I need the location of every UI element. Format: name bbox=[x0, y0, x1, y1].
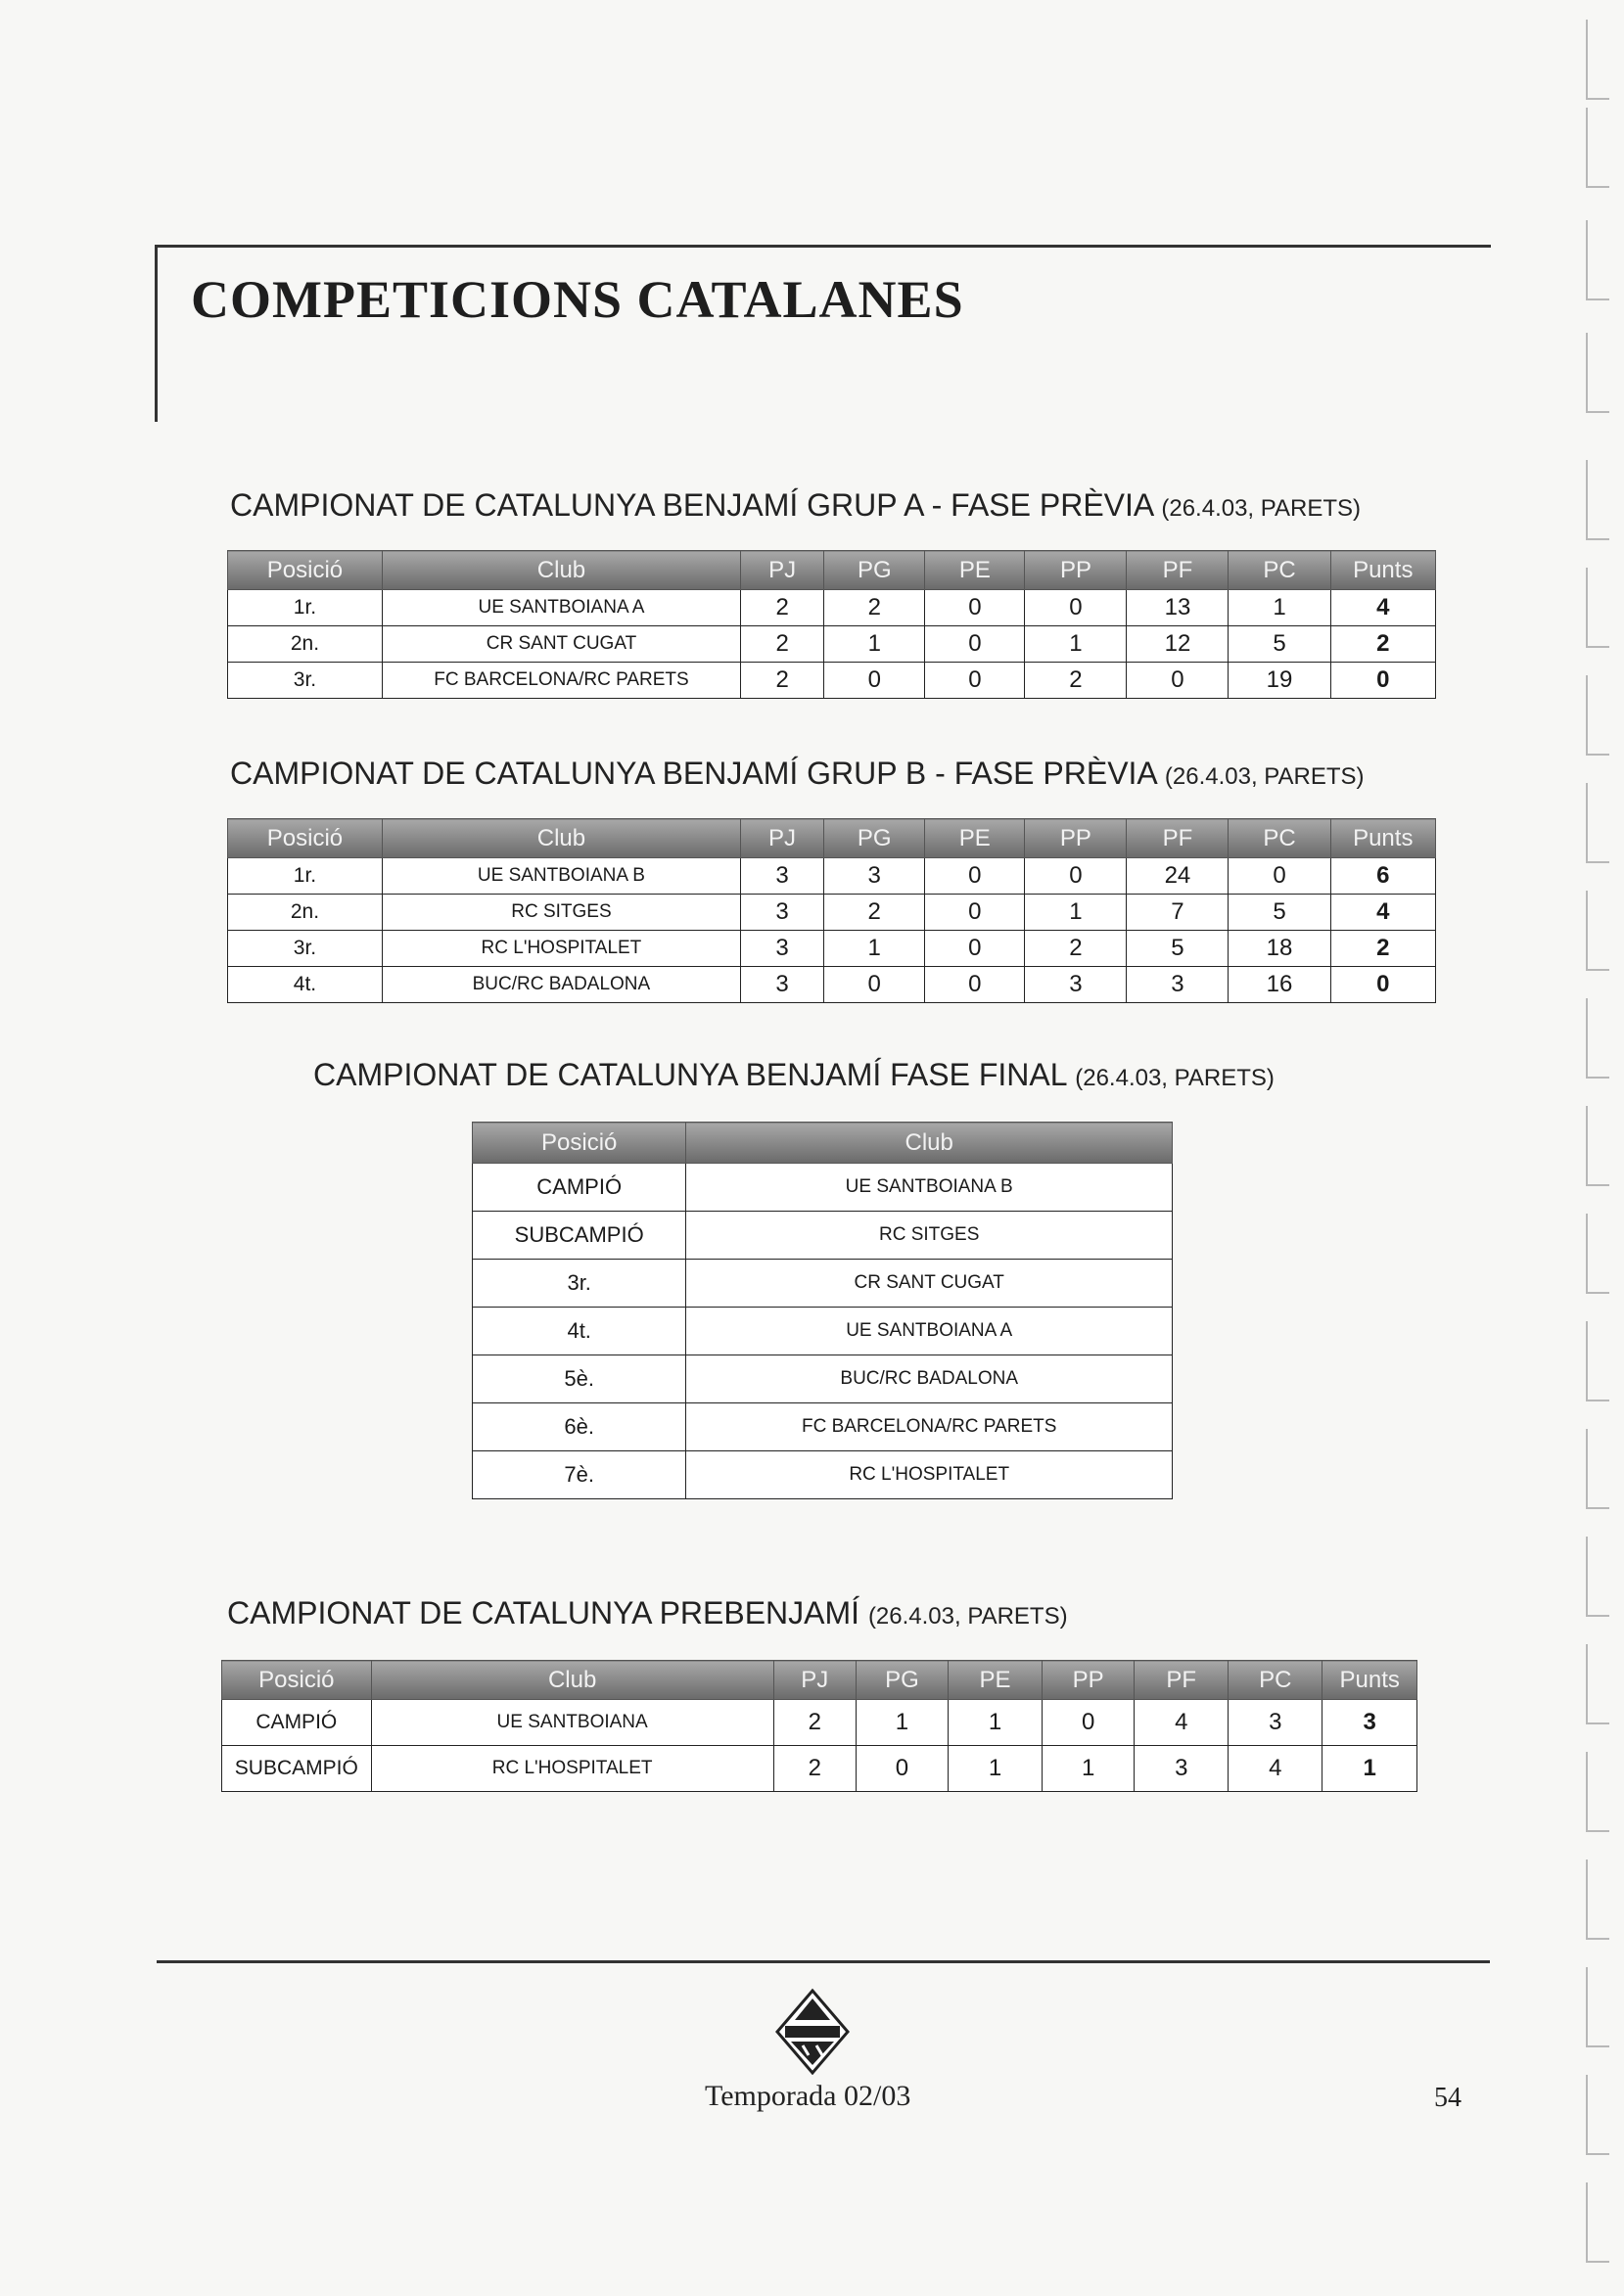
cell-pf: 12 bbox=[1127, 626, 1229, 663]
cell-pc: 5 bbox=[1229, 626, 1330, 663]
cell-pg: 1 bbox=[856, 1700, 948, 1746]
cell-pf: 13 bbox=[1127, 590, 1229, 626]
cell-pp: 2 bbox=[1025, 663, 1127, 699]
footer-season: Temporada 02/03 bbox=[705, 2080, 911, 2112]
header-pg: PG bbox=[824, 551, 925, 590]
cell-pp: 2 bbox=[1025, 931, 1127, 967]
binder-edge-marks bbox=[1576, 0, 1615, 2296]
cell-pc: 18 bbox=[1229, 931, 1330, 967]
page-number: 54 bbox=[1434, 2083, 1462, 2113]
cell-pc: 19 bbox=[1229, 663, 1330, 699]
table-row bbox=[473, 1355, 1173, 1403]
section-title-fase-final bbox=[313, 1057, 1275, 1093]
cell-club: UE SANTBOIANA B bbox=[382, 858, 740, 895]
cell-pe: 1 bbox=[949, 1700, 1043, 1746]
header-pe: PE bbox=[949, 1661, 1043, 1700]
cell-club: BUC/RC BADALONA bbox=[382, 967, 740, 1003]
header-pf: PF bbox=[1135, 1661, 1229, 1700]
cell-pg: 2 bbox=[824, 895, 925, 931]
header-club: Club bbox=[371, 1661, 773, 1700]
cell-punts: 2 bbox=[1330, 626, 1435, 663]
header-pc: PC bbox=[1229, 551, 1330, 590]
cell-pos: SUBCAMPIÓ bbox=[473, 1212, 686, 1260]
header-posicio: Posició bbox=[222, 1661, 372, 1700]
cell-pf: 7 bbox=[1127, 895, 1229, 931]
header-pf: PF bbox=[1127, 819, 1229, 858]
cell-pc: 3 bbox=[1229, 1700, 1322, 1746]
table-row bbox=[228, 895, 1436, 931]
cell-pf: 5 bbox=[1127, 931, 1229, 967]
section-title-text: CAMPIONAT DE CATALUNYA BENJAMÍ FASE FINAL bbox=[313, 1057, 1067, 1092]
cell-club: RC L'HOSPITALET bbox=[371, 1746, 773, 1792]
cell-pf: 24 bbox=[1127, 858, 1229, 895]
cell-pg: 1 bbox=[824, 626, 925, 663]
standings-table-prebenjami bbox=[221, 1660, 1417, 1792]
table-row bbox=[473, 1403, 1173, 1451]
cell-punts: 4 bbox=[1330, 895, 1435, 931]
cell-club: CR SANT CUGAT bbox=[686, 1260, 1173, 1308]
header-pc: PC bbox=[1229, 819, 1330, 858]
cell-pos: 1r. bbox=[228, 858, 383, 895]
header-pe: PE bbox=[925, 551, 1025, 590]
cell-punts: 0 bbox=[1330, 663, 1435, 699]
cell-punts: 2 bbox=[1330, 931, 1435, 967]
cell-pg: 0 bbox=[824, 967, 925, 1003]
header-pc: PC bbox=[1229, 1661, 1322, 1700]
cell-pf: 3 bbox=[1127, 967, 1229, 1003]
cell-pj: 2 bbox=[741, 590, 824, 626]
cell-pp: 0 bbox=[1043, 1700, 1135, 1746]
cell-pe: 0 bbox=[925, 967, 1025, 1003]
cell-pg: 2 bbox=[824, 590, 925, 626]
standings-table-grup-a bbox=[227, 550, 1436, 699]
header-pj: PJ bbox=[740, 819, 823, 858]
standings-table-grup-b bbox=[227, 818, 1436, 1003]
header-posicio: Posició bbox=[473, 1123, 686, 1164]
cell-pos: 4t. bbox=[228, 967, 383, 1003]
cell-pe: 0 bbox=[925, 590, 1025, 626]
cell-pos: 7è. bbox=[473, 1451, 686, 1499]
cell-club: BUC/RC BADALONA bbox=[686, 1355, 1173, 1403]
header-pf: PF bbox=[1127, 551, 1229, 590]
cell-pg: 0 bbox=[856, 1746, 948, 1792]
cell-pg: 1 bbox=[824, 931, 925, 967]
cell-pj: 3 bbox=[740, 895, 823, 931]
cell-pf: 3 bbox=[1135, 1746, 1229, 1792]
cell-pc: 0 bbox=[1229, 858, 1330, 895]
cell-pe: 0 bbox=[925, 895, 1025, 931]
cell-club: UE SANTBOIANA A bbox=[686, 1308, 1173, 1355]
section-title-text: CAMPIONAT DE CATALUNYA BENJAMÍ GRUP B - FASE PRÈVIA bbox=[230, 756, 1156, 791]
cell-punts: 0 bbox=[1330, 967, 1435, 1003]
section-meta: (26.4.03, PARETS) bbox=[1161, 495, 1361, 522]
cell-pc: 5 bbox=[1229, 895, 1330, 931]
cell-punts: 4 bbox=[1330, 590, 1435, 626]
cell-pj: 2 bbox=[773, 1746, 856, 1792]
club-logo-icon bbox=[773, 1987, 852, 2075]
cell-pos: 3r. bbox=[228, 931, 383, 967]
cell-club: RC SITGES bbox=[686, 1212, 1173, 1260]
cell-pos: CAMPIÓ bbox=[222, 1700, 372, 1746]
header-pp: PP bbox=[1025, 819, 1127, 858]
section-title-grup-a bbox=[230, 487, 1361, 524]
header-club: Club bbox=[686, 1123, 1173, 1164]
table-row bbox=[222, 1746, 1417, 1792]
cell-pos: SUBCAMPIÓ bbox=[222, 1746, 372, 1792]
header-posicio: Posició bbox=[228, 819, 383, 858]
cell-pp: 3 bbox=[1025, 967, 1127, 1003]
section-title-prebenjami bbox=[227, 1595, 1068, 1631]
header-club: Club bbox=[382, 819, 740, 858]
section-meta: (26.4.03, PARETS) bbox=[867, 1603, 1068, 1630]
cell-club: RC SITGES bbox=[382, 895, 740, 931]
section-meta: (26.4.03, PARETS) bbox=[1164, 763, 1365, 790]
section-title-text: CAMPIONAT DE CATALUNYA PREBENJAMÍ bbox=[227, 1595, 860, 1630]
cell-club: UE SANTBOIANA A bbox=[382, 590, 740, 626]
cell-pc: 16 bbox=[1229, 967, 1330, 1003]
final-ranking-table bbox=[472, 1122, 1173, 1499]
cell-pf: 0 bbox=[1127, 663, 1229, 699]
header-pg: PG bbox=[856, 1661, 948, 1700]
cell-pg: 0 bbox=[824, 663, 925, 699]
table-row bbox=[473, 1212, 1173, 1260]
table-row bbox=[228, 967, 1436, 1003]
table-row bbox=[228, 858, 1436, 895]
table-row bbox=[228, 590, 1436, 626]
cell-pp: 0 bbox=[1025, 590, 1127, 626]
cell-pe: 0 bbox=[925, 663, 1025, 699]
section-meta: (26.4.03, PARETS) bbox=[1075, 1065, 1275, 1091]
table-row bbox=[228, 626, 1436, 663]
header-punts: Punts bbox=[1322, 1661, 1417, 1700]
table-row bbox=[473, 1308, 1173, 1355]
cell-pg: 3 bbox=[824, 858, 925, 895]
table-row bbox=[228, 663, 1436, 699]
table-row bbox=[473, 1451, 1173, 1499]
cell-pj: 3 bbox=[740, 858, 823, 895]
header-posicio: Posició bbox=[228, 551, 383, 590]
cell-pe: 0 bbox=[925, 931, 1025, 967]
cell-club: UE SANTBOIANA B bbox=[686, 1164, 1173, 1212]
cell-pp: 0 bbox=[1025, 858, 1127, 895]
cell-pos: 6è. bbox=[473, 1403, 686, 1451]
cell-pos: 3r. bbox=[228, 663, 383, 699]
cell-pc: 1 bbox=[1229, 590, 1330, 626]
cell-pp: 1 bbox=[1025, 895, 1127, 931]
cell-pf: 4 bbox=[1135, 1700, 1229, 1746]
cell-pos: 2n. bbox=[228, 895, 383, 931]
cell-pos: CAMPIÓ bbox=[473, 1164, 686, 1212]
cell-pos: 4t. bbox=[473, 1308, 686, 1355]
cell-pos: 1r. bbox=[228, 590, 383, 626]
page-title: COMPETICIONS CATALANES bbox=[191, 270, 964, 329]
cell-pc: 4 bbox=[1229, 1746, 1322, 1792]
table-row bbox=[473, 1260, 1173, 1308]
cell-punts: 1 bbox=[1322, 1746, 1417, 1792]
cell-pj: 2 bbox=[773, 1700, 856, 1746]
cell-pos: 3r. bbox=[473, 1260, 686, 1308]
cell-pj: 2 bbox=[741, 663, 824, 699]
cell-pos: 2n. bbox=[228, 626, 383, 663]
header-pp: PP bbox=[1025, 551, 1127, 590]
cell-pp: 1 bbox=[1025, 626, 1127, 663]
cell-club: RC L'HOSPITALET bbox=[382, 931, 740, 967]
table-row bbox=[222, 1700, 1417, 1746]
cell-club: FC BARCELONA/RC PARETS bbox=[686, 1403, 1173, 1451]
header-punts: Punts bbox=[1330, 551, 1435, 590]
cell-pj: 2 bbox=[741, 626, 824, 663]
cell-pe: 0 bbox=[925, 858, 1025, 895]
table-row bbox=[228, 931, 1436, 967]
cell-club: UE SANTBOIANA bbox=[371, 1700, 773, 1746]
footer-rule bbox=[157, 1960, 1490, 1963]
header-pj: PJ bbox=[773, 1661, 856, 1700]
section-title-text: CAMPIONAT DE CATALUNYA BENJAMÍ GRUP A - FASE PRÈVIA bbox=[230, 487, 1153, 523]
header-pp: PP bbox=[1043, 1661, 1135, 1700]
header-pj: PJ bbox=[741, 551, 824, 590]
cell-punts: 6 bbox=[1330, 858, 1435, 895]
cell-pp: 1 bbox=[1043, 1746, 1135, 1792]
cell-pos: 5è. bbox=[473, 1355, 686, 1403]
cell-pe: 1 bbox=[949, 1746, 1043, 1792]
header-punts: Punts bbox=[1330, 819, 1435, 858]
cell-pj: 3 bbox=[740, 967, 823, 1003]
cell-pj: 3 bbox=[740, 931, 823, 967]
cell-pe: 0 bbox=[925, 626, 1025, 663]
header-pg: PG bbox=[824, 819, 925, 858]
cell-club: FC BARCELONA/RC PARETS bbox=[382, 663, 740, 699]
section-title-grup-b bbox=[230, 756, 1365, 792]
cell-club: RC L'HOSPITALET bbox=[686, 1451, 1173, 1499]
table-row bbox=[473, 1164, 1173, 1212]
header-pe: PE bbox=[925, 819, 1025, 858]
header-club: Club bbox=[382, 551, 740, 590]
cell-punts: 3 bbox=[1322, 1700, 1417, 1746]
cell-club: CR SANT CUGAT bbox=[382, 626, 740, 663]
